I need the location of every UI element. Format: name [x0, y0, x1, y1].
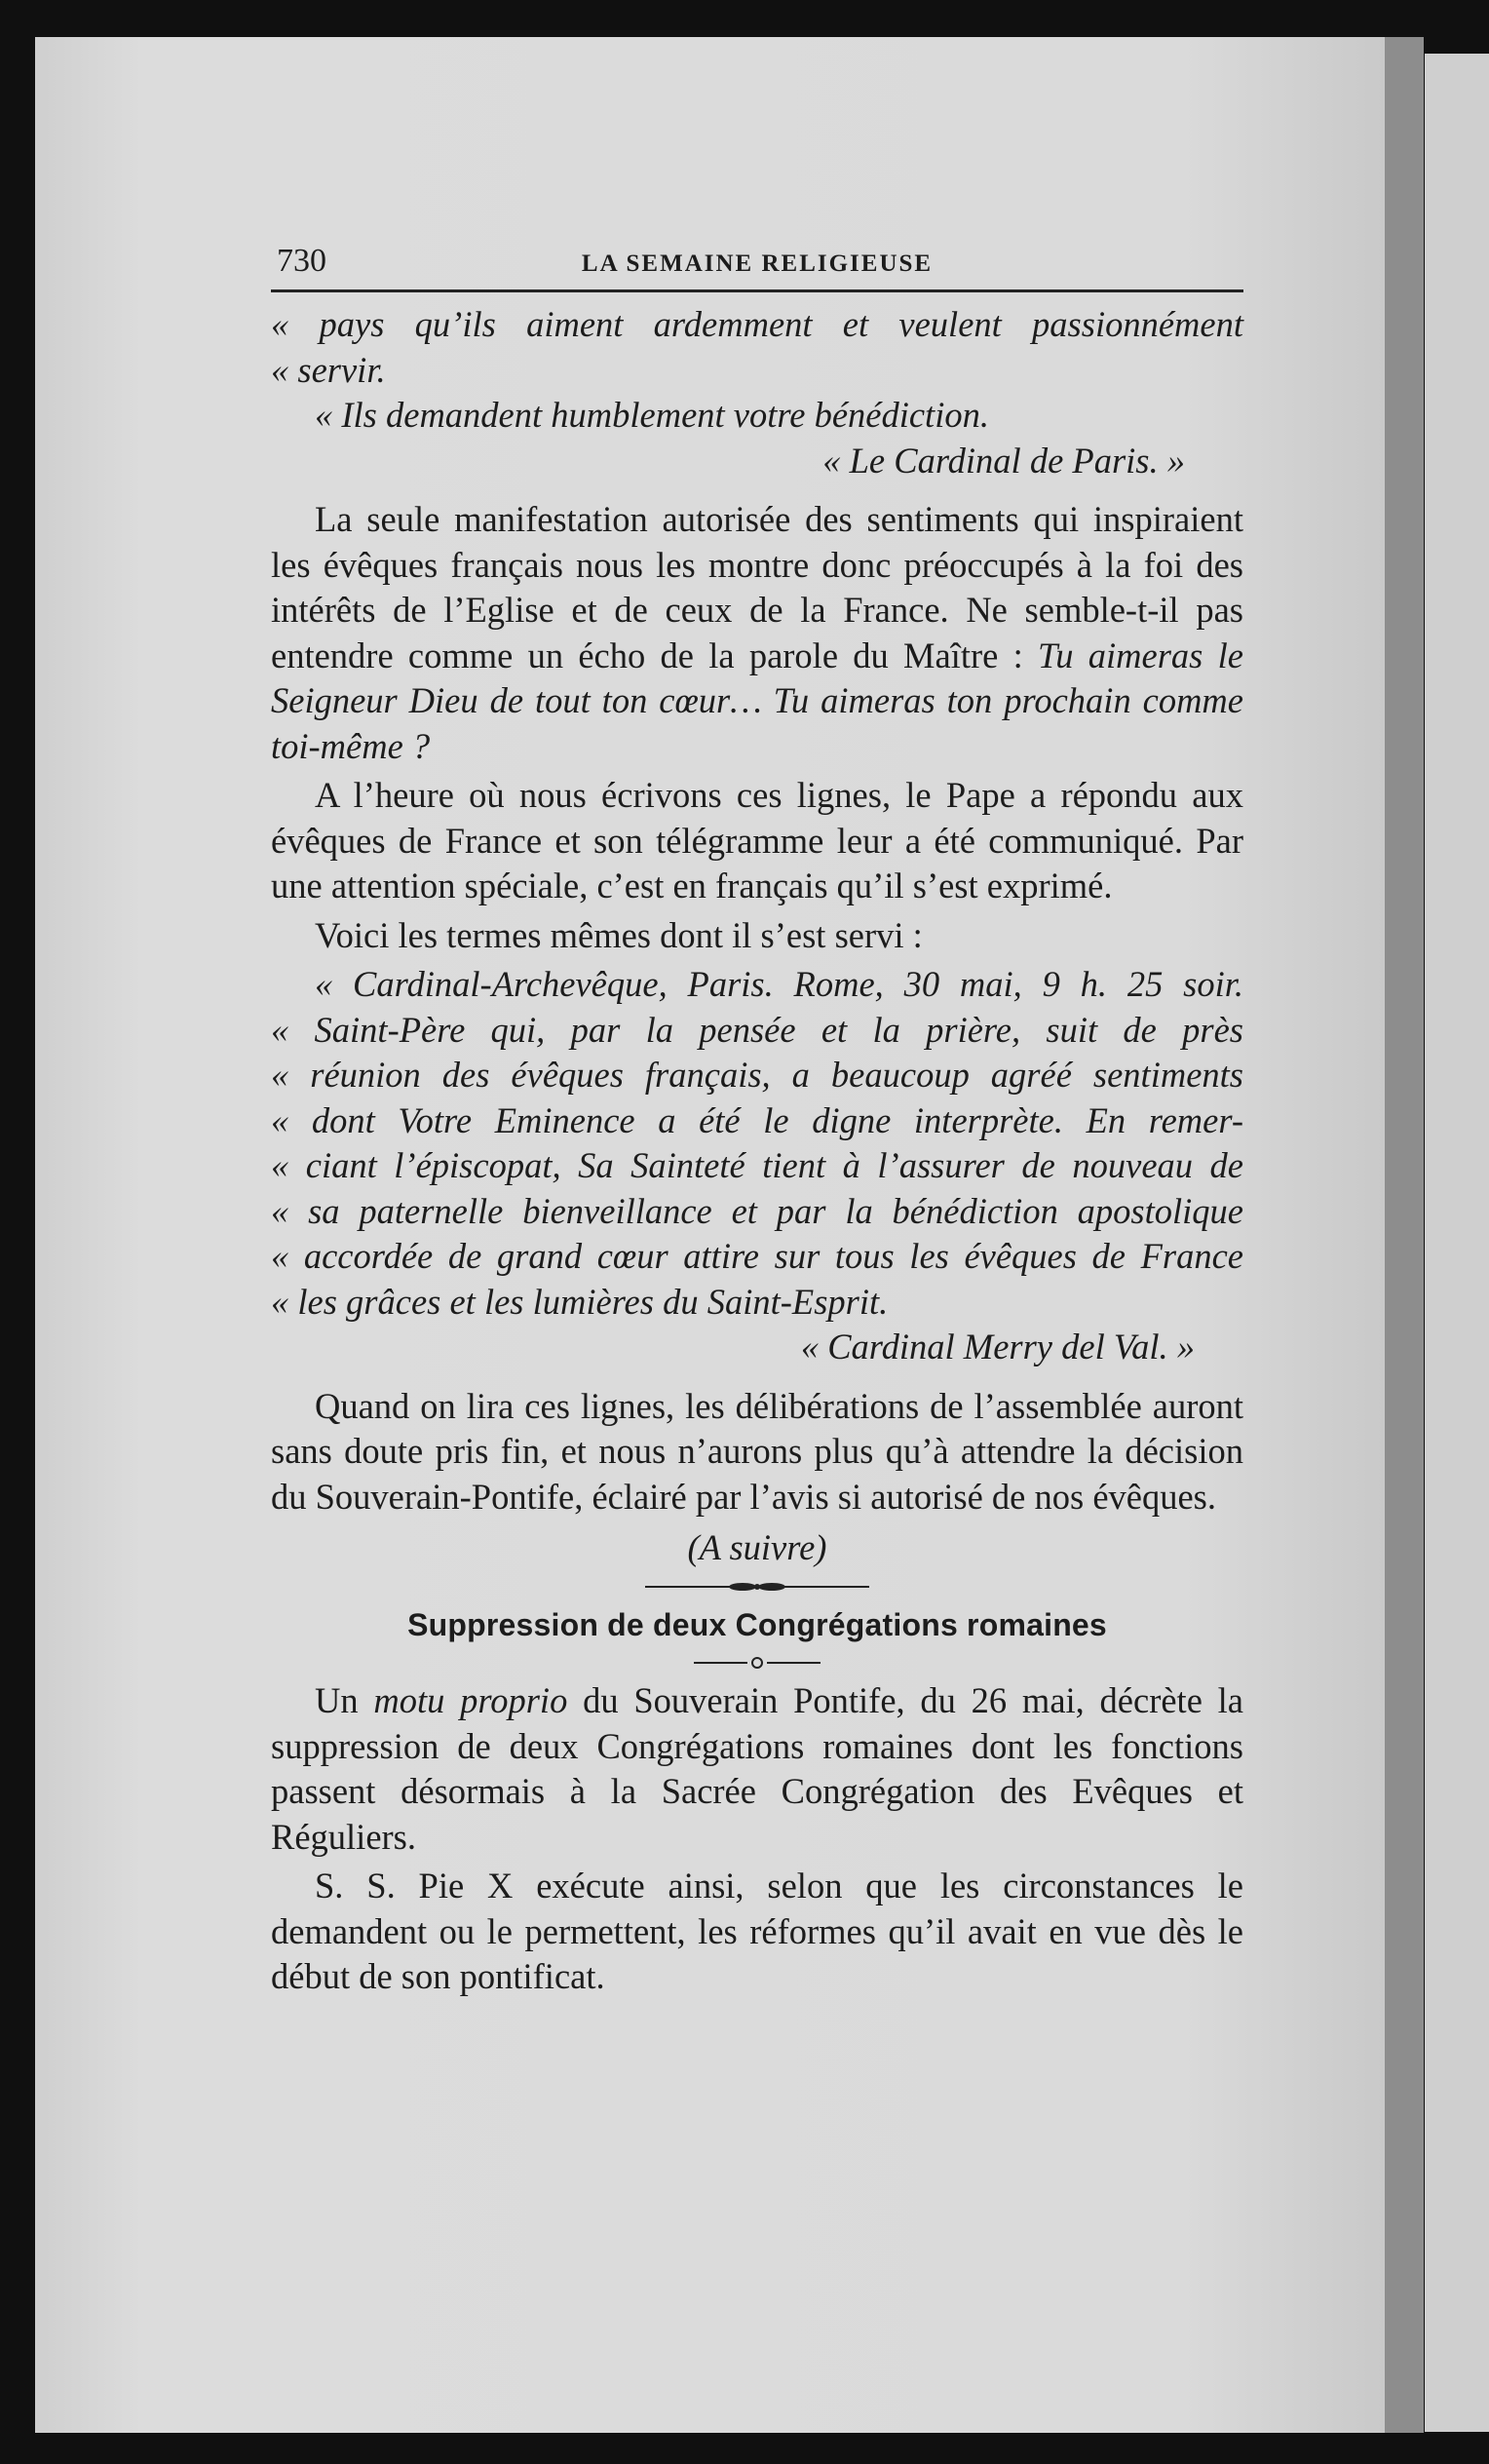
next-page-edge — [1425, 54, 1489, 2432]
telegram-line: « dont Votre Eminence a été le digne interprète. En remer- — [271, 1099, 1243, 1140]
page-number: 730 — [277, 243, 326, 279]
telegram-quote — [271, 962, 1243, 1370]
paragraph — [271, 497, 1243, 769]
paragraph: Quand on lira ces lignes, les délibérations de l’assemblée auront sans doute pris fin, et nous n’aurons plus qu’à attendre la décision du Souverain-Pontife, éclairé par l’avis si autorisé de nos évêques. — [271, 1385, 1243, 1517]
small-divider — [694, 1653, 821, 1673]
telegram-address: « Cardinal-Archevêque, Paris. Rome, 30 mai, 9 h. 25 soir. — [315, 964, 1243, 1004]
telegram-line: « réunion des évêques français, a beaucoup agréé sentiments — [271, 1055, 1243, 1095]
running-header — [271, 239, 1243, 292]
telegram-line: « Saint-Père qui, par la pensée et la prière, suit de près — [271, 1009, 1243, 1050]
quote-line: « pays qu’ils aiment ardemment et veulent passionnément — [271, 304, 1243, 344]
paragraph: Voici les termes mêmes dont il s’est servi : — [315, 914, 923, 955]
paragraph-italic: motu proprio — [373, 1680, 568, 1720]
to-be-continued: (A suivre) — [687, 1527, 827, 1567]
quote-line: « servir. — [271, 349, 386, 390]
paragraph-text: Un — [315, 1680, 374, 1720]
quote-line: « Ils demandent humblement votre bénédiction. — [315, 395, 989, 435]
quote-cardinal-paris — [271, 302, 1243, 483]
paragraph — [271, 1678, 1243, 1860]
telegram-signature: « Cardinal Merry del Val. » — [800, 1327, 1195, 1367]
ornament-divider — [645, 1577, 869, 1597]
page-shadow-edge — [1385, 37, 1424, 2433]
paragraph-text: du Souverain Pontife, du 26 mai, décrète la suppression de deux Congrégations romaines dont les fonctions passent désormais à la Sacrée Congrégation des Evêques et Réguliers. — [271, 1680, 1243, 1857]
page-content — [271, 239, 1243, 2000]
section-heading: Suppression de deux Congrégations romaines — [407, 1606, 1107, 1642]
telegram-line: « accordée de grand cœur attire sur tous les évêques de France — [271, 1236, 1243, 1276]
telegram-line: « les grâces et les lumières du Saint-Esprit. — [271, 1281, 889, 1322]
paragraph-italic: Tu aimeras le Seigneur Dieu de tout ton cœur… Tu aimeras ton prochain comme toi-même ? — [271, 635, 1243, 766]
quote-signature: « Le Cardinal de Paris. » — [822, 440, 1185, 481]
paragraph: S. S. Pie X exécute ainsi, selon que les circonstances le demandent ou le permettent, les réformes qu’il avait en vue dès le début de son pontificat. — [271, 1866, 1243, 1996]
telegram-line: « sa paternelle bienveillance et par la bénédiction apostolique — [271, 1190, 1243, 1231]
paragraph-text: La seule manifestation autorisée des sentiments qui inspiraient les évêques français nous les montre donc préoccupés à la foi des intérêts de l’Eglise et de ceux de la France. Ne semble-t-il pas entendre comme un écho de la parole du Maître : — [271, 499, 1243, 675]
paragraph: A l’heure où nous écrivons ces lignes, le Pape a répondu aux évêques de France et son télégramme leur a été communiqué. Par une attention spéciale, c’est en français qu’il s’est exprimé. — [271, 775, 1243, 905]
telegram-line: « ciant l’épiscopat, Sa Sainteté tient à l’assurer de nouveau de — [271, 1145, 1243, 1185]
running-title: LA SEMAINE RELIGIEUSE — [581, 250, 934, 277]
